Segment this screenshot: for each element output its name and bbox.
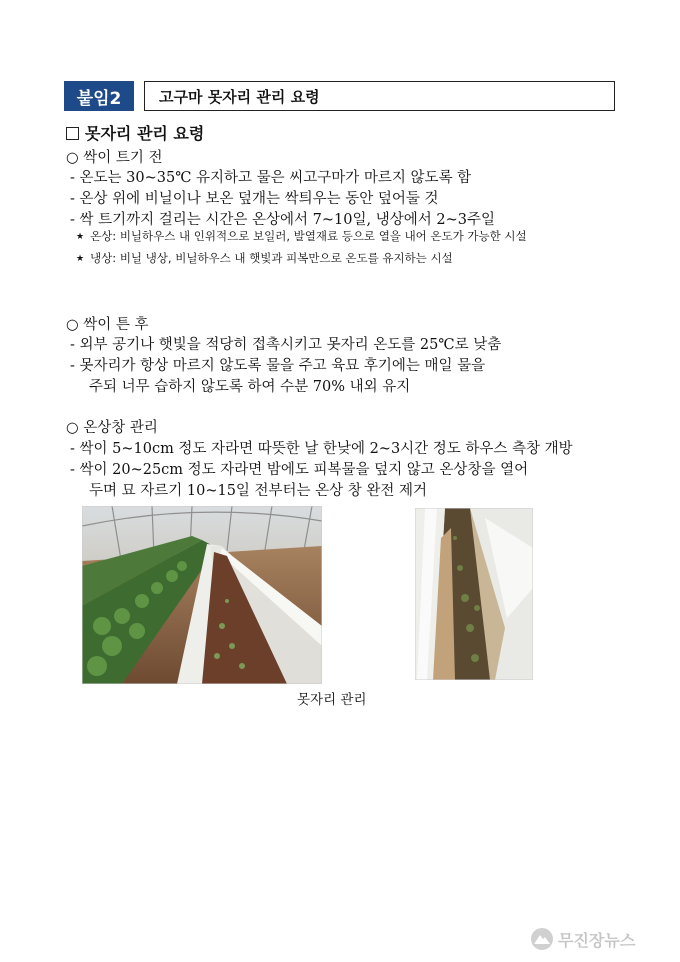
list-item: - 못자리가 항상 마르지 않도록 물을 주고 육묘 후기에는 매일 물을 xyxy=(70,358,486,374)
subheading-after-sprouting: ○ 싹이 튼 후 xyxy=(66,317,149,333)
mountain-logo-icon xyxy=(530,927,554,951)
list-item-continuation: 두며 묘 자르기 10~15일 전부터는 온상 창 완전 제거 xyxy=(89,483,428,499)
note-item xyxy=(76,228,527,244)
asterisk-icon: ★ xyxy=(76,254,85,264)
list-item-continuation: 주되 너무 습하지 않도록 하여 수분 70% 내외 유지 xyxy=(89,379,411,395)
section-title: 못자리 관리 요령 xyxy=(85,124,205,143)
subheading-hotbed-window: ○ 온상창 관리 xyxy=(66,420,158,436)
subheading-before-sprouting: ○ 싹이 트기 전 xyxy=(66,150,163,166)
list-item: - 싹 트기까지 걸리는 시간은 온상에서 7~10일, 냉상에서 2~3주일 xyxy=(70,212,495,228)
document-title: 고구마 못자리 관리 요령 xyxy=(144,81,615,111)
watermark-text: 무진장뉴스 xyxy=(558,930,636,950)
asterisk-icon: ★ xyxy=(76,232,85,242)
square-bullet-icon xyxy=(66,127,79,140)
attachment-header xyxy=(64,81,615,111)
note-item xyxy=(76,250,453,266)
figure-caption: 못자리 관리 xyxy=(297,692,367,708)
list-item: - 온상 위에 비닐이나 보온 덮개는 싹틔우는 동안 덮어둘 것 xyxy=(70,191,439,207)
note-text: 온상: 비닐하우스 내 인위적으로 보일러, 발열재료 등으로 열을 내어 온도가 가능한 시설 xyxy=(90,229,527,243)
list-item: - 외부 공기나 햇빛을 적당히 접촉시키고 못자리 온도를 25℃로 낮춤 xyxy=(70,337,502,353)
watermark xyxy=(530,925,635,953)
list-item: - 온도는 30~35℃ 유지하고 물은 씨고구마가 마르지 않도록 함 xyxy=(70,170,472,186)
seedbed-photo-greenhouse xyxy=(82,506,322,684)
attachment-badge: 붙임2 xyxy=(64,81,134,111)
section-heading xyxy=(66,121,204,144)
note-text: 냉상: 비닐 냉상, 비닐하우스 내 햇빛과 피복만으로 온도를 유지하는 시설 xyxy=(90,251,453,265)
seedbed-photo-rows xyxy=(415,508,533,680)
list-item: - 싹이 5~10cm 정도 자라면 따뜻한 날 한낮에 2~3시간 정도 하우스 측창 개방 xyxy=(70,441,573,457)
list-item: - 싹이 20~25cm 정도 자라면 밤에도 피복물을 덮지 않고 온상창을 열어 xyxy=(70,462,529,478)
